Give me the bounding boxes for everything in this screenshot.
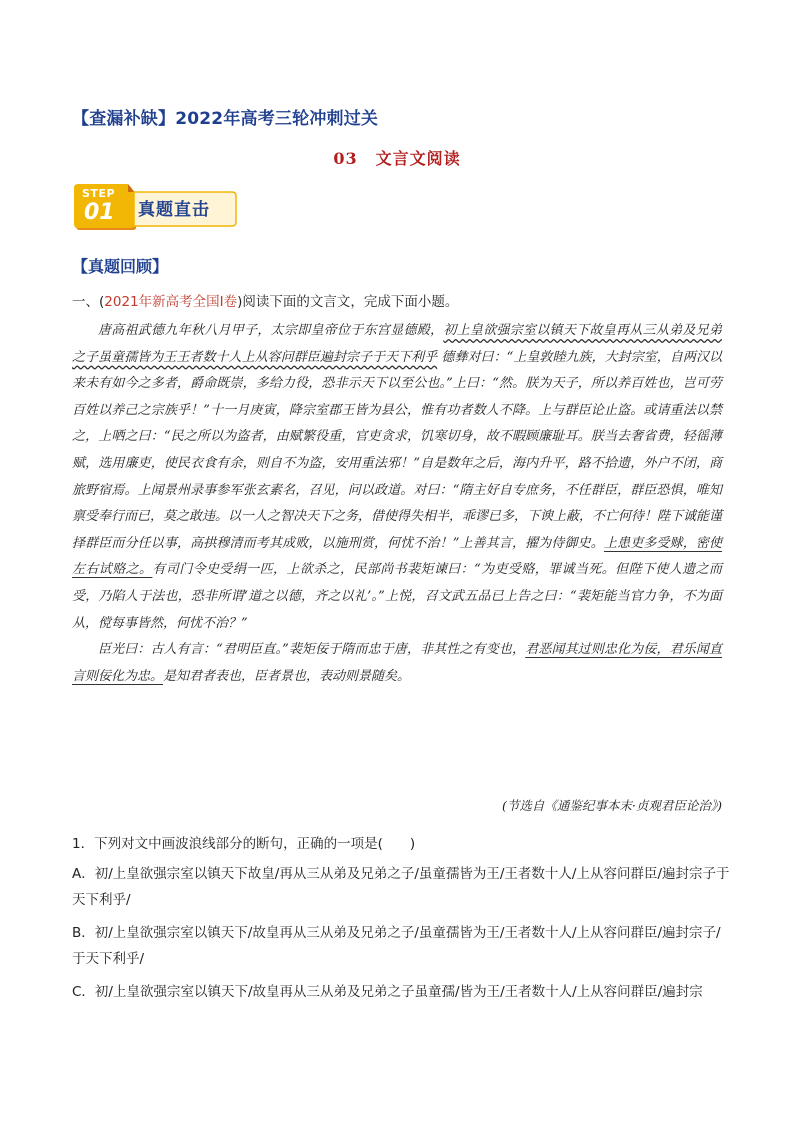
option-a: A．初/上皇欲强宗室以镇天下故皇/再从三从弟及兄弟之子/虽童孺皆为王/王者数十人/上从容问群臣/遍封宗子于天下利乎/ xyxy=(72,866,730,908)
question-stem: 1．下列对文中画波浪线部分的断句，正确的一项是( ) xyxy=(72,836,416,852)
step-heading: 真题直击 xyxy=(138,200,210,220)
passage-text: 德彝对曰：“上皇敦睦九族，大封宗室，自两汉以来未有如今之多者，爵命既崇，多给力役，恐非示天下以至公也。”上曰：“然。朕为天子，所以养百姓也，岂可劳百姓以养己之宗族乎！”十一月庚寅，降宗室郡王皆为县公，惟有功者数人不降。上与群臣论止盗。或请重法以禁之，上哂之曰：“民之所以为盗者，由赋繁役重，官吏贪求，饥寒切身，故不暇顾廉耻耳。朕当去奢省费，轻徭薄赋，选用廉吏，使民衣食有余，则自不为盗，安用重法邪！”自是数年之后，海内升平，路不拾遗，外户不闭，商旅野宿焉。上闻景州录事参军张玄素名，召见，问以政道。对曰：“隋主好自专庶务，不任群臣，群臣恐惧，唯知禀受奉行而已，莫之敢违。以一人之智决天下之务，借使得失相半，乖谬已多，下谀上蔽，不亡何待！陛下诚能谨择群臣而分任以事，高拱穆清而考其成败，以施刑赏，何忧不治！”上善其言，擢为侍御史。 xyxy=(72,349,723,551)
subtitle-text: 文言文阅读 xyxy=(375,149,461,168)
passage-text: 是知君者表也，臣者景也，表动则景随矣。 xyxy=(163,668,411,684)
underlined-sentence: 君恶闻其过则忠化为佞，君乐闻直言则佞化为忠。 xyxy=(72,642,722,684)
exam-source: 2021年新高考全国Ⅰ卷 xyxy=(104,294,238,310)
passage-paragraph-1 xyxy=(72,318,722,637)
option-c: C．初/上皇欲强宗室以镇天下/故皇再从三从弟及兄弟之子虽童孺/皆为王/王者数十人/上从容问群臣/遍封宗 xyxy=(72,984,703,1000)
section-label: 【真题回顾】 xyxy=(72,257,169,276)
passage-paragraph-2 xyxy=(72,637,722,690)
step-number: 01 xyxy=(84,200,115,225)
question-intro-prefix: 一、( xyxy=(72,294,105,310)
question-intro-suffix: )阅读下面的文言文，完成下面小题。 xyxy=(237,294,459,310)
document-title: 【查漏补缺】2022年高考三轮冲刺过关 xyxy=(72,109,379,129)
answer-options xyxy=(72,862,732,1014)
subtitle-number: 03 xyxy=(333,149,358,168)
step-label: STEP xyxy=(82,187,116,200)
underlined-sentence: 上患吏多受赇，密使左右试赂之。 xyxy=(72,535,722,578)
section-subtitle xyxy=(0,146,794,169)
option-b: B．初/上皇欲强宗室以镇天下/故皇再从三从弟及兄弟之子/虽童孺皆为王/王者数十人/上从容问群臣/遍封宗子/于天下利乎/ xyxy=(72,925,721,967)
wavy-underlined-text: 初上皇欲强宗室以镇天下故皇再从三从弟及兄弟之子虽童孺皆为王王者数十人上从容问群臣遍封宗子于天下利乎 xyxy=(72,323,722,365)
passage-text: 有司门令史受绢一匹，上欲杀之，民部尚书裴矩谏曰：“为吏受赂，罪诚当死。但陛下使人遗之而受，乃陷人于法也，恐非所谓‘道之以德，齐之以礼’。”上悦，召文武五品已上告之曰：“裴矩能当官力争，不为面从，傥每事皆然，何忧不治？” xyxy=(72,562,722,631)
passage-source: (节选自《通鉴纪事本末·贞观君臣论治》) xyxy=(502,798,722,813)
classical-passage xyxy=(72,318,722,690)
step-badge xyxy=(72,184,240,232)
question-intro xyxy=(72,290,732,310)
passage-text: 臣光曰：古人有言：“君明臣直。”裴矩佞于隋而忠于唐，非其性之有变也， xyxy=(98,642,526,658)
passage-text: 唐高祖武德九年秋八月甲子，太宗即皇帝位于东宫显德殿， xyxy=(98,323,444,338)
